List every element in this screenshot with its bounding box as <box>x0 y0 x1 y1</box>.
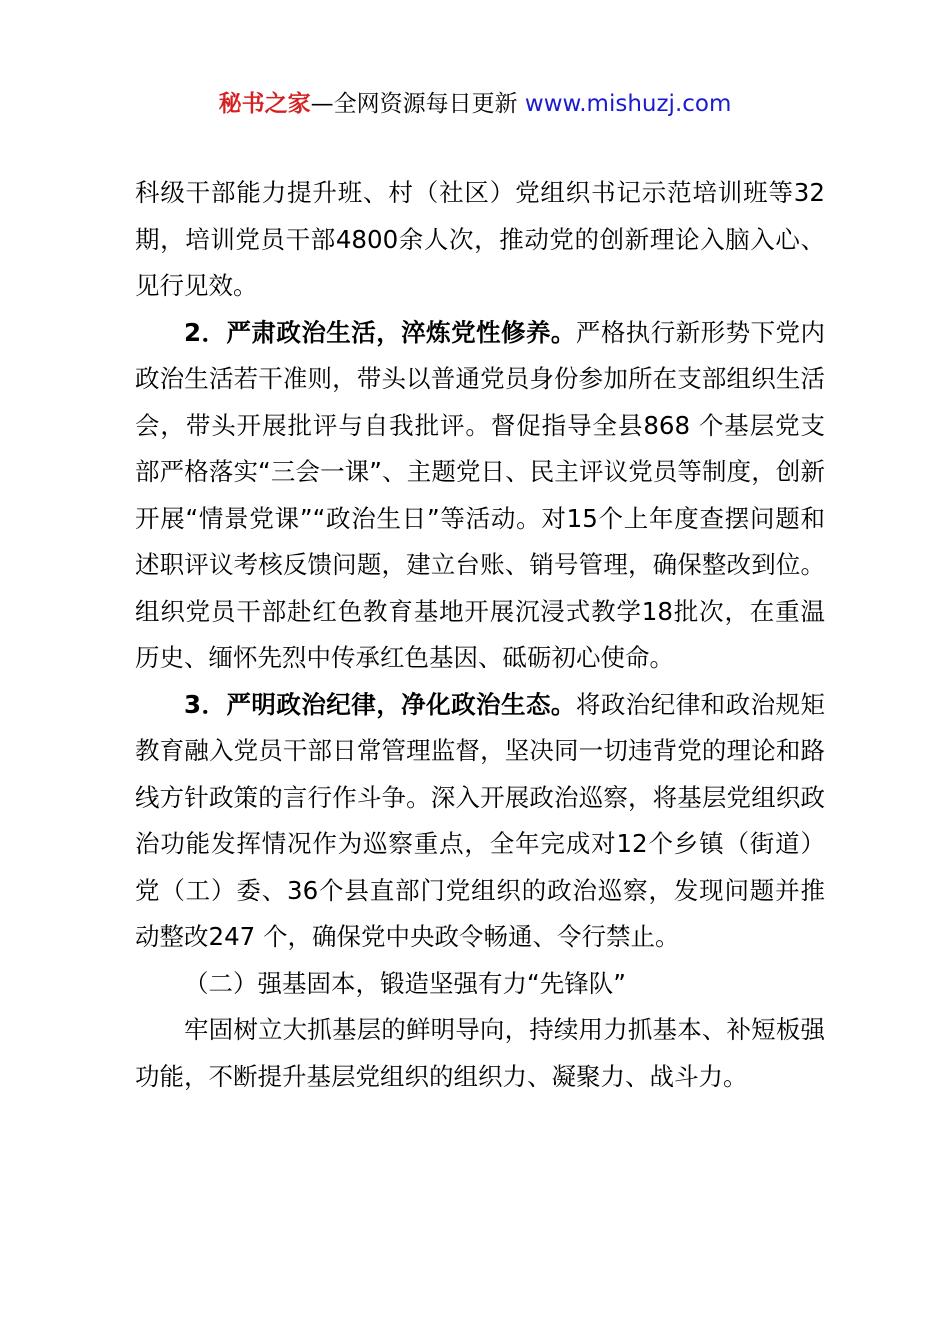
header-slogan: —全网资源每日更新 <box>310 91 525 117</box>
paragraph-heading: 2．严肃政治生活，淬炼党性修养。 <box>184 317 576 347</box>
paragraph-text: 牢固树立大抓基层的鲜明导向，持续用力抓基本、补短板强功能，不断提升基层党组织的组织力、凝聚力、战斗力。 <box>135 1015 825 1091</box>
paragraph-text: 严格执行新形势下党内政治生活若干准则，带头以普通党员身份参加所在支部组织生活会，带头开展批评与自我批评。督促指导全县868 个基层党支部严格落实“三会一课”、主题党日、民主评议党员等制度，创新开展“情景党课”“政治生日”等活动。对15个上年度查摆问题和述职评议考核反馈问题，建立台账、销号管理，确保整改到位。组织党员干部赴红色教育基地开展沉浸式教学18批次，在重温历史、缅怀先烈中传承红色基因、砥砺初心使命。 <box>135 317 826 672</box>
section-heading-text: （二）强基固本，锻造坚强有力“先锋队” <box>184 968 626 998</box>
paragraph-heading: 3．严明政治纪律，净化政治生态。 <box>184 689 576 719</box>
brand-name: 秘书之家 <box>218 91 311 117</box>
section-heading <box>135 961 825 1008</box>
paragraph-continuation <box>135 170 825 310</box>
paragraph-grassroots <box>135 1007 825 1100</box>
paragraph-text: 科级干部能力提升班、村（社区）党组织书记示范培训班等32期，培训党员干部4800余人次，推动党的创新理论入脑入心、见行见效。 <box>135 178 825 300</box>
document-body <box>135 170 825 1100</box>
paragraph-text: 将政治纪律和政治规矩教育融入党员干部日常管理监督，坚决同一切违背党的理论和路线方针政策的言行作斗争。深入开展政治巡察，将基层党组织政治功能发挥情况作为巡察重点，全年完成对12个乡镇（街道）党（工）委、36个县直部门党组织的政治巡察，发现问题并推动整改247 个，确保党中央政令畅通、令行禁止。 <box>135 689 826 951</box>
paragraph-political-discipline <box>135 682 825 961</box>
paragraph-political-life <box>135 310 825 682</box>
page-header <box>0 88 950 120</box>
website-link[interactable]: www.mishuzj.com <box>524 91 732 117</box>
